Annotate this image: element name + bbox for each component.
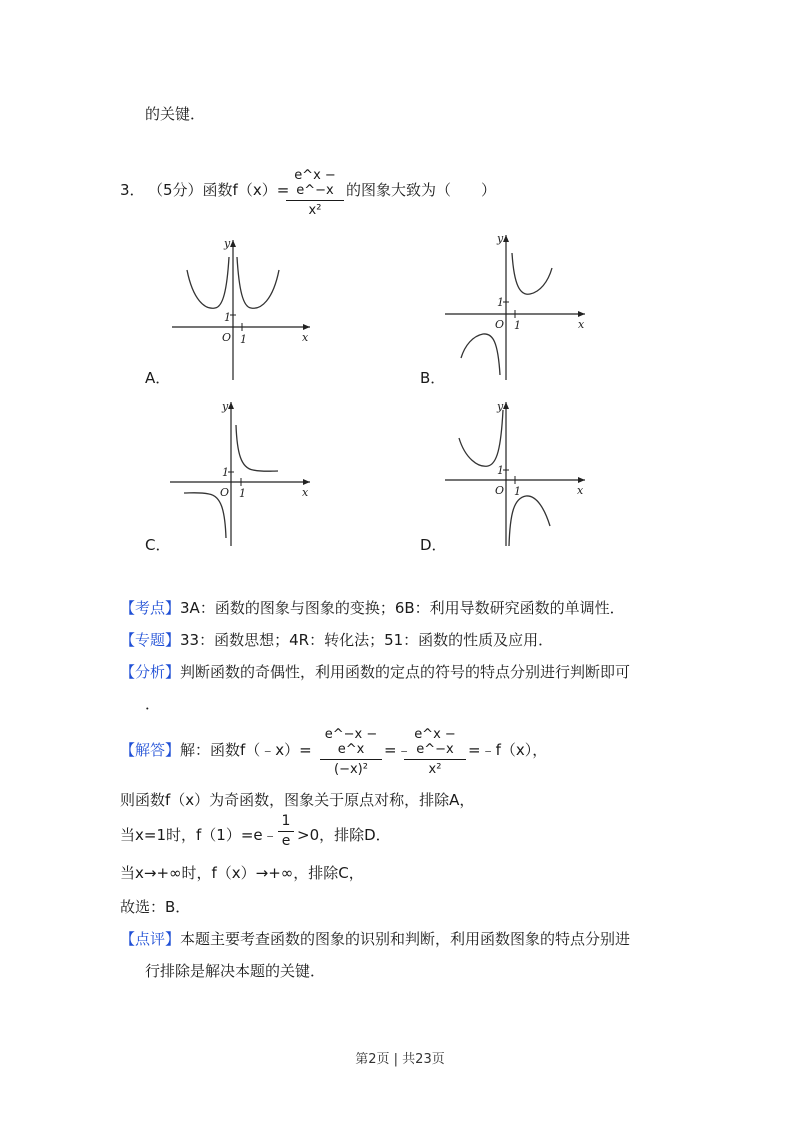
question-number: 3．	[120, 181, 145, 199]
graph-option-a	[160, 235, 320, 385]
kaodian-text: 3A：函数的图象与图象的变换；6B：利用导数研究函数的单调性．	[180, 599, 625, 617]
graph-d-tick-1: 1	[514, 485, 521, 498]
graph-d-y-tick-1: 1	[497, 464, 504, 477]
graph-a-tick-1: 1	[240, 333, 247, 346]
graph-b-x-label: x	[578, 318, 585, 331]
question-fraction-numerator: e^x − e^−x	[294, 168, 336, 198]
one-over-e-fraction	[278, 814, 294, 849]
zhuanti-line	[120, 630, 553, 650]
jieda-equals-minus: =﹣	[384, 741, 412, 759]
graph-c-y-label: y	[222, 400, 229, 413]
jieda-lead: 解：函数f（﹣x）=	[180, 741, 312, 759]
dianping-line	[120, 929, 630, 949]
graph-d-y-label: y	[497, 400, 504, 413]
graph-c-origin: O	[220, 486, 230, 499]
question-score-and-function: （5分）函数f（x）=	[148, 181, 290, 199]
odd-function-line: 则函数f（x）为奇函数，图象关于原点对称，排除A，	[120, 791, 475, 809]
fenxi-text: 判断函数的奇偶性，利用函数的定点的符号的特点分别进行判断即可	[180, 663, 631, 681]
graph-option-d	[440, 398, 600, 548]
dianping-continuation: 行排除是解决本题的关键．	[145, 962, 326, 980]
graph-option-b	[440, 230, 600, 385]
jieda-fraction-2	[404, 727, 466, 777]
one-over-e-numerator: 1	[281, 813, 291, 829]
fenxi-line	[120, 662, 630, 682]
one-over-e-denominator: e	[281, 833, 291, 849]
x-equals-1-tail: >0，排除D．	[297, 826, 391, 844]
x-equals-1-lead: 当x=1时，f（1）=e﹣	[120, 826, 278, 844]
jieda-fraction-1-denominator: (−x)²	[334, 762, 368, 777]
x-to-infinity-line: 当x→+∞时，f（x）→+∞，排除C，	[120, 864, 364, 882]
fenxi-tag: 【分析】	[120, 663, 181, 681]
question-fraction-denominator: x²	[308, 203, 322, 218]
graph-b-y-tick-1: 1	[497, 296, 504, 309]
dianping-text: 本题主要考查函数的图象的识别和判断，利用函数图象的特点分别进	[180, 930, 631, 948]
jieda-fraction-1-numerator: e^−x − e^x	[324, 727, 378, 757]
graph-b-tick-1: 1	[514, 319, 521, 332]
graph-b-y-label: y	[497, 232, 504, 245]
question-stem-end: 的图象大致为（ ）	[346, 181, 497, 199]
jieda-fraction-1	[320, 727, 382, 777]
jieda-fraction-2-numerator: e^x − e^−x	[414, 727, 456, 757]
graph-a-y-tick-1: 1	[224, 311, 231, 324]
zhuanti-text: 33：函数思想；4R：转化法；51：函数的性质及应用．	[180, 631, 554, 649]
dianping-tag: 【点评】	[120, 930, 181, 948]
graph-c-x-label: x	[302, 486, 309, 499]
option-d-label: D．	[420, 536, 447, 554]
graph-b-origin: O	[495, 318, 505, 331]
graph-a-origin: O	[222, 331, 232, 344]
previous-answer-tail: 的关键．	[145, 105, 206, 123]
jieda-fraction-2-denominator: x²	[428, 762, 442, 777]
graph-c-y-tick-1: 1	[222, 466, 229, 479]
graph-a-y-label: y	[224, 237, 231, 250]
jieda-tail: =﹣f（x），	[468, 741, 548, 759]
question-fraction	[286, 168, 344, 218]
kaodian-line	[120, 598, 625, 618]
fenxi-continuation: ．	[145, 695, 161, 713]
page-footer: 第2页 | 共23页	[355, 1052, 445, 1067]
kaodian-tag: 【考点】	[120, 599, 181, 617]
option-c-label: C．	[145, 536, 171, 554]
graph-option-c	[165, 398, 325, 548]
graph-a-x-label: x	[302, 331, 309, 344]
option-a-label: A．	[145, 369, 171, 387]
zhuanti-tag: 【专题】	[120, 631, 181, 649]
jieda-tag: 【解答】	[120, 741, 181, 759]
graph-c-tick-1: 1	[239, 487, 246, 500]
graph-d-x-label: x	[577, 484, 584, 497]
option-b-label: B．	[420, 369, 446, 387]
jieda-line	[120, 740, 312, 760]
answer-line: 故选：B．	[120, 898, 191, 916]
graph-d-origin: O	[495, 484, 505, 497]
